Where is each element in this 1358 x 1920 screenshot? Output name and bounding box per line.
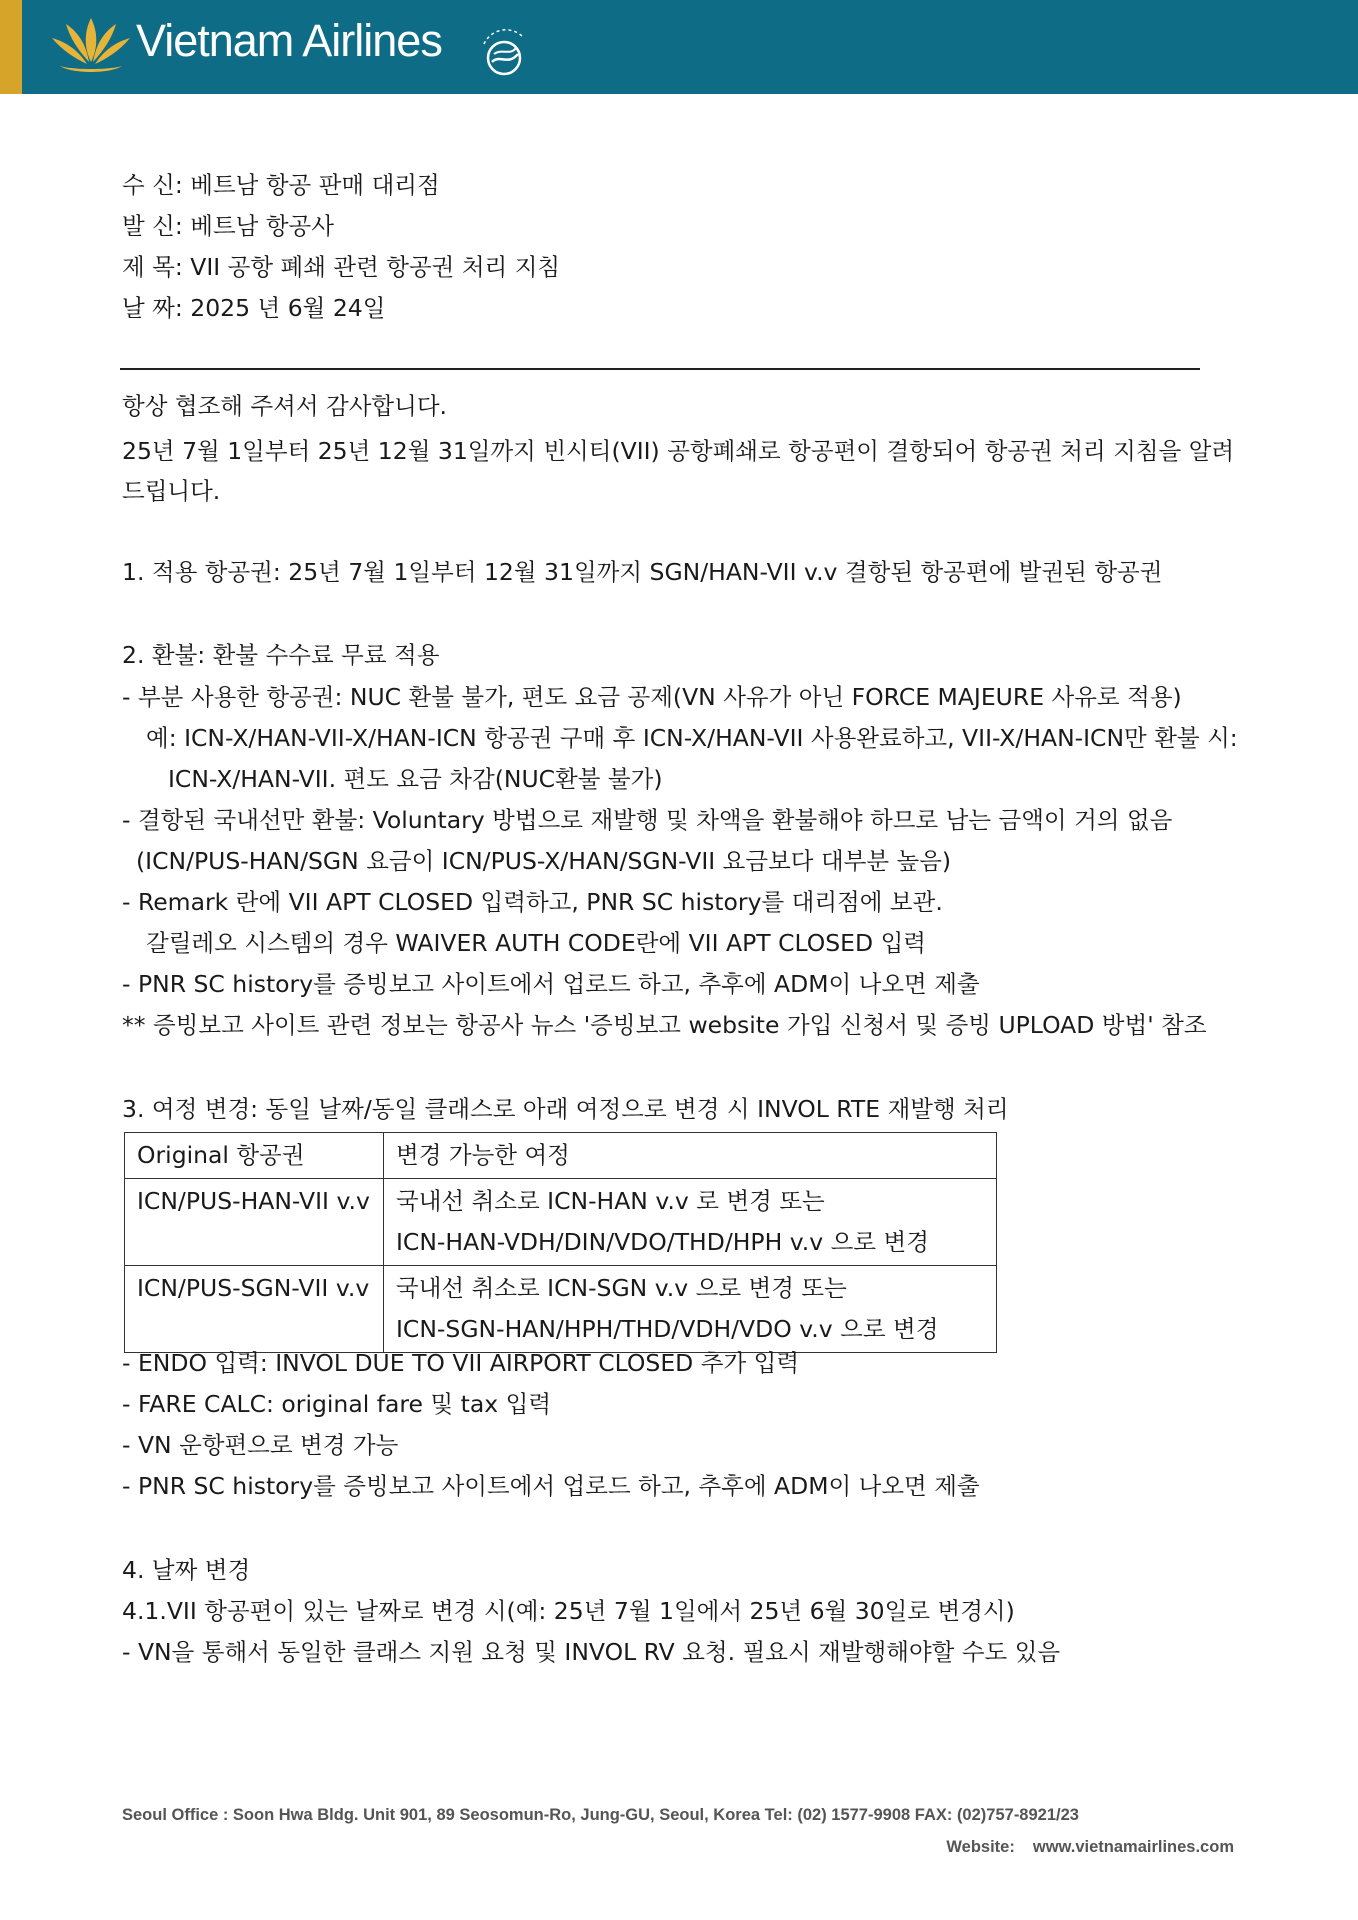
skyteam-logo-icon <box>474 26 534 86</box>
allowed-route-cell <box>384 1179 997 1266</box>
letterhead-bar <box>0 0 1358 94</box>
section2-note: ** 증빙보고 사이트 관련 정보는 항공사 뉴스 '증빙보고 website 가입 신청서 및 증빙 UPLOAD 방법' 참조 <box>122 1011 1207 1039</box>
section2-line: - Remark 란에 VII APT CLOSED 입력하고, PNR SC history를 대리점에 보관. <box>122 888 943 916</box>
letterhead-accent <box>0 0 22 94</box>
section2-line: 예: ICN-X/HAN-VII-X/HAN-ICN 항공권 구매 후 ICN-X/HAN-VII 사용완료하고, VII-X/HAN-ICN만 환불 시: <box>146 724 1238 752</box>
footer-website <box>946 1838 1234 1857</box>
section3-line: - ENDO 입력: INVOL DUE TO VII AIRPORT CLOSED 추가 입력 <box>122 1349 800 1377</box>
memo-subject: 제 목: VII 공항 폐쇄 관련 항공권 처리 지침 <box>122 253 561 281</box>
section2-line: ICN-X/HAN-VII. 편도 요금 차감(NUC환불 불가) <box>168 765 663 793</box>
memo-to: 수 신: 베트남 항공 판매 대리점 <box>122 171 440 199</box>
section2-line: - 결항된 국내선만 환불: Voluntary 방법으로 재발행 및 차액을 환불해야 하므로 남는 금액이 거의 없음 <box>122 806 1173 834</box>
section3-title: 3. 여정 변경: 동일 날짜/동일 클래스로 아래 여정으로 변경 시 INVOL RTE 재발행 처리 <box>122 1095 1009 1123</box>
intro-paragraph: 25년 7월 1일부터 25년 12월 31일까지 빈시티(VII) 공항폐쇄로 항공편이 결항되어 항공권 처리 지침을 알려드립니다. <box>122 437 1235 505</box>
allowed-route-line: ICN-HAN-VDH/DIN/VDO/THD/HPH v.v 으로 변경 <box>396 1228 929 1256</box>
section2-line: - 부분 사용한 항공권: NUC 환불 불가, 편도 요금 공제(VN 사유가 아닌 FORCE MAJEURE 사유로 적용) <box>122 683 1182 711</box>
allowed-route-cell <box>384 1266 997 1353</box>
lotus-logo-icon <box>48 14 134 74</box>
section3-line: - VN 운항편으로 변경 가능 <box>122 1431 399 1459</box>
section4-title: 4. 날짜 변경 <box>122 1556 251 1584</box>
allowed-route-line: 국내선 취소로 ICN-HAN v.v 로 변경 또는 <box>396 1187 825 1215</box>
memo-date: 날 짜: 2025 년 6월 24일 <box>122 294 386 322</box>
memo-from: 발 신: 베트남 항공사 <box>122 212 334 240</box>
allowed-route-line: ICN-SGN-HAN/HPH/THD/VDH/VDO v.v 으로 변경 <box>396 1315 939 1343</box>
route-change-table <box>124 1132 997 1353</box>
section2-line: 갈릴레오 시스템의 경우 WAIVER AUTH CODE란에 VII APT CLOSED 입력 <box>146 929 926 957</box>
greeting: 항상 협조해 주셔서 감사합니다. <box>122 392 447 420</box>
section2-line: (ICN/PUS-HAN/SGN 요금이 ICN/PUS-X/HAN/SGN-VII 요금보다 대부분 높음) <box>136 847 952 875</box>
website-label: Website: <box>946 1838 1015 1856</box>
section4-line: 4.1.VII 항공편이 있는 날짜로 변경 시(예: 25년 7월 1일에서 25년 6월 30일로 변경시) <box>122 1597 1015 1625</box>
section4-line: - VN을 통해서 동일한 클래스 지원 요청 및 INVOL RV 요청. 필요시 재발행해야할 수도 있음 <box>122 1638 1061 1666</box>
original-ticket-cell: ICN/PUS-HAN-VII v.v <box>125 1179 384 1266</box>
brand-name: Vietnam Airlines <box>136 15 442 66</box>
section3-line: - PNR SC history를 증빙보고 사이트에서 업로드 하고, 추후에 ADM이 나오면 제출 <box>122 1472 980 1500</box>
table-row <box>125 1179 997 1266</box>
website-link[interactable]: www.vietnamairlines.com <box>1032 1838 1234 1856</box>
table-row <box>125 1266 997 1353</box>
table-header-cell: 변경 가능한 여정 <box>384 1133 997 1179</box>
allowed-route-line: 국내선 취소로 ICN-SGN v.v 으로 변경 또는 <box>396 1274 847 1302</box>
section2-line: - PNR SC history를 증빙보고 사이트에서 업로드 하고, 추후에 ADM이 나오면 제출 <box>122 970 980 998</box>
original-ticket-cell: ICN/PUS-SGN-VII v.v <box>125 1266 384 1353</box>
footer-address: Seoul Office : Soon Hwa Bldg. Unit 901, 89 Seosomun-Ro, Jung-GU, Seoul, Korea Tel: (02) 1577-9908 FAX: (02)757-8921/23 <box>122 1806 1079 1824</box>
section1-text: 1. 적용 항공권: 25년 7월 1일부터 12월 31일까지 SGN/HAN-VII v.v 결항된 항공편에 발권된 항공권 <box>122 558 1163 586</box>
table-header-cell: Original 항공권 <box>125 1133 384 1179</box>
section3-line: - FARE CALC: original fare 및 tax 입력 <box>122 1390 552 1418</box>
table-header-row <box>125 1133 997 1179</box>
header-divider <box>120 368 1200 370</box>
section2-title: 2. 환불: 환불 수수료 무료 적용 <box>122 641 440 669</box>
